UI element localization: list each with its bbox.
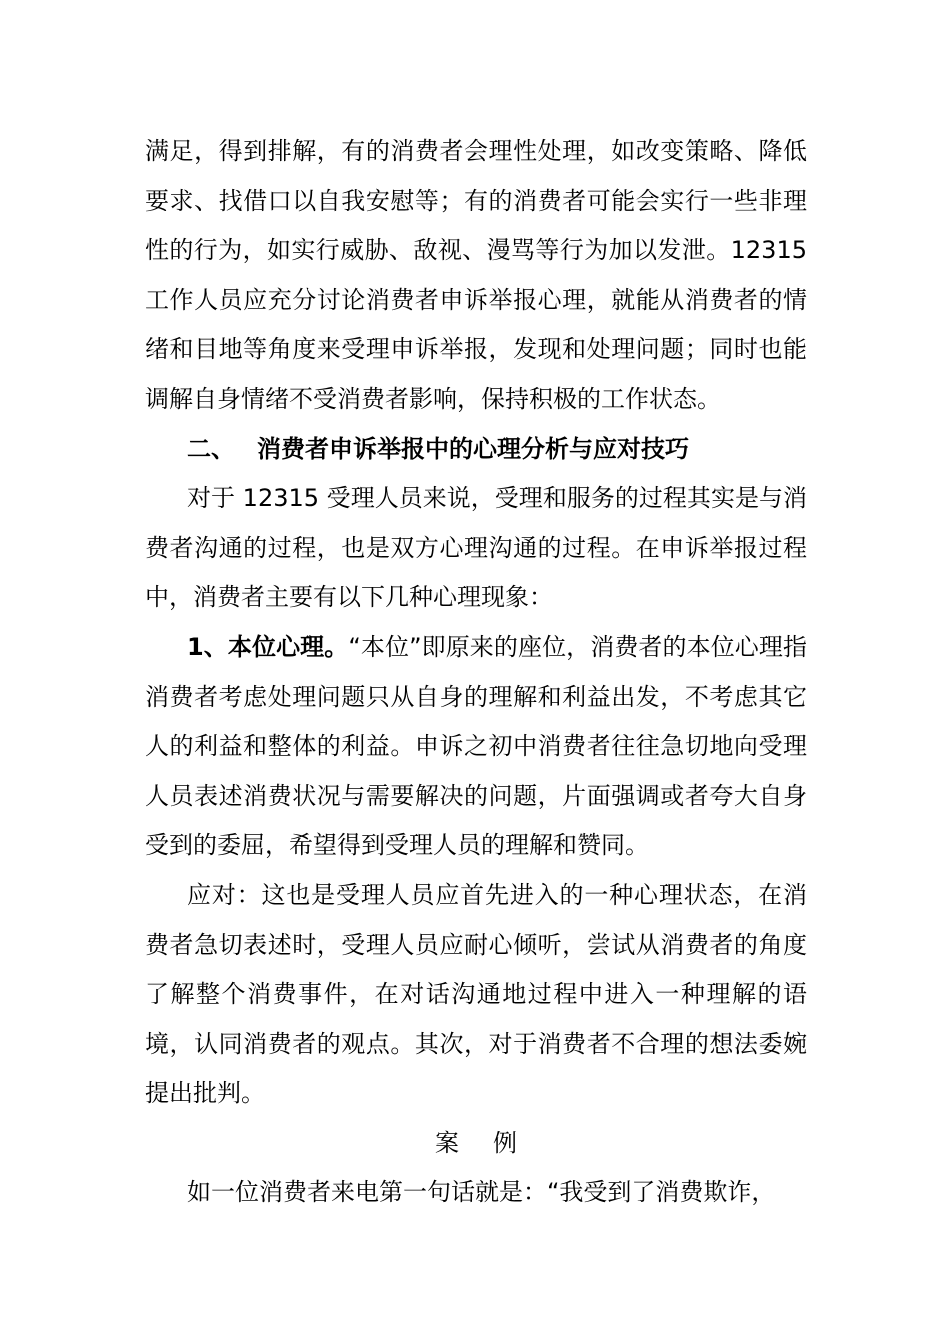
point-self-interest <box>145 623 807 871</box>
point-text: “本位”即原来的座位，消费者的本位心理指消费者考虑处理问题只从自身的理解和利益出发，不考虑其它人的利益和整体的利益。申诉之初中消费者往往急切地向受理人员表述消费状况与需要解决的问题，片面强调或者夸大自身受到的委屈，希望得到受理人员的理解和赞同。 <box>145 632 807 860</box>
paragraph-overview: 对于 12315 受理人员来说，受理和服务的过程其实是与消费者沟通的过程，也是双方心理沟通的过程。在申诉举报过程中，消费者主要有以下几种心理现象： <box>145 484 807 612</box>
paragraph-response: 应对：这也是受理人员应首先进入的一种心理状态，在消费者急切表述时，受理人员应耐心倾听，尝试从消费者的角度了解整个消费事件，在对话沟通地过程中进入一种理解的语境，认同消费者的观点。其次，对于消费者不合理的想法委婉提出批判。 <box>145 880 807 1108</box>
point-lead: 1、本位心理。 <box>187 632 349 661</box>
case-title: 案例 <box>435 1128 551 1157</box>
paragraph-intro-continued: 满足，得到排解，有的消费者会理性处理，如改变策略、降低要求、找借口以自我安慰等；有的消费者可能会实行一些非理性的行为，如实行威胁、敌视、漫骂等行为加以发泄。12315工作人员应充分讨论消费者申诉举报心理，就能从消费者的情绪和目地等角度来受理申诉举报，发现和处理问题；同时也能调解自身情绪不受消费者影响，保持积极的工作状态。 <box>145 137 807 413</box>
section-heading <box>145 425 807 475</box>
section-title: 消费者申诉举报中的心理分析与应对技巧 <box>257 434 689 463</box>
paragraph-case: 如一位消费者来电第一句话就是：“我受到了消费欺诈， <box>187 1178 776 1207</box>
document-body <box>145 127 807 1218</box>
section-number: 二、 <box>187 434 235 463</box>
